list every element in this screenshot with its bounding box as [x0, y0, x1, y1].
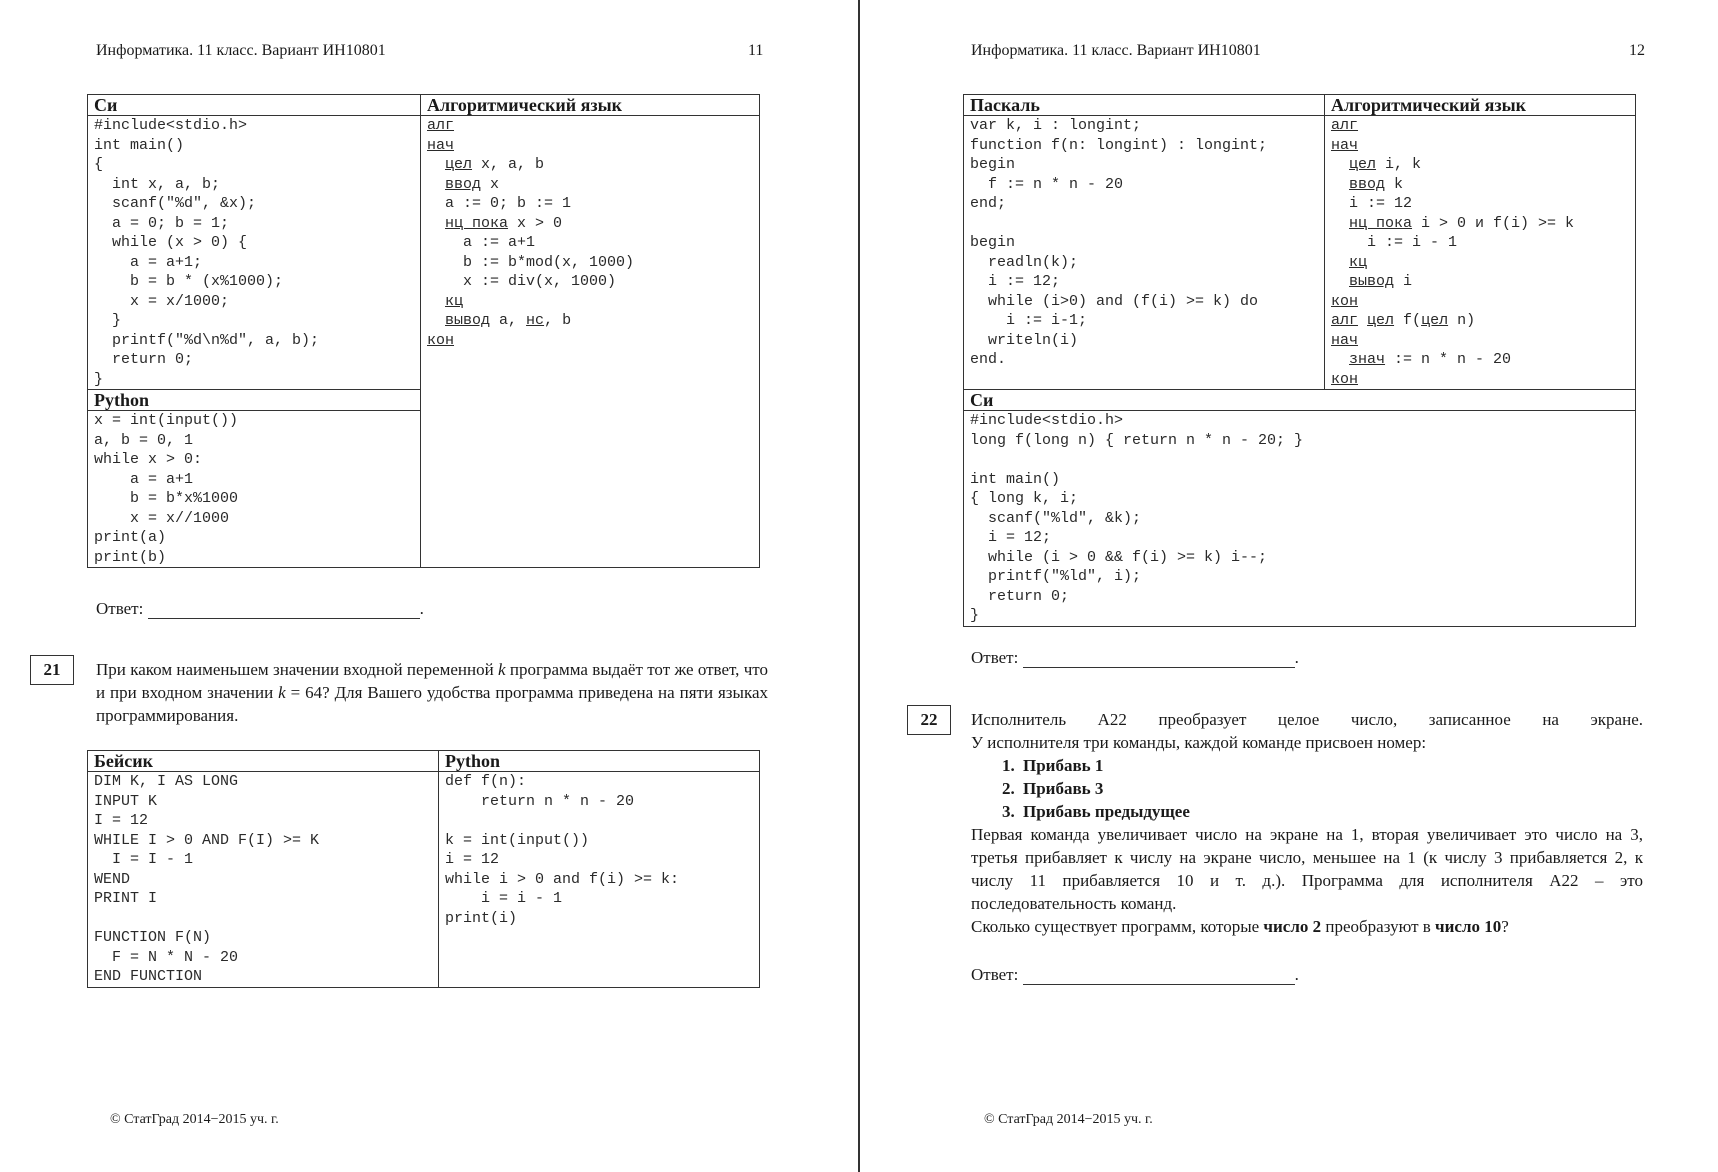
answer-line-21[interactable]: Ответ: . [971, 648, 1299, 667]
footer: © СтатГрад 2014−2015 уч. г. [984, 1112, 1153, 1127]
code-table-3 [963, 94, 1636, 627]
command-item: 2. Прибавь 3 [1019, 777, 1643, 800]
python-code: x = int(input()) a, b = 0, 1 while x > 0: a = a+1 b = b*x%1000 x = x//1000 print(a) print(b) [94, 412, 239, 566]
c-code-cell [964, 411, 1636, 627]
c-code: #include<stdio.h> long f(long n) { return n * n - 20; } int main() { long k, i; scanf("%ld", &k); i = 12; while (i > 0 && f(i) >= k) i--; printf("%ld", i); return 0; } [970, 412, 1304, 624]
basic-header: Бейсик [88, 751, 439, 772]
page-header: Информатика. 11 класс. Вариант ИН10801 [96, 42, 386, 59]
c-header: Си [88, 95, 421, 116]
c-code-cell [88, 116, 421, 390]
task-22-text: Исполнитель А22 преобразует целое число, записанное на экране. У исполнителя три команды, каждой команде присвоен номер: 1. Прибавь 1 2. Прибавь 3 3. Прибавь предыдущее Первая команда увеличивает число на экране на 1, вторая увеличивает это число на 3, третья прибавляет к числу на экране число, меньшее на 1 (к числу 3 прибавляется 2, к числу 11 прибавляется 10 и т. д.). Программа для исполнителя А22 – это последовательность команд. Сколько существует программ, которые число 2 преобразуют в число 10? [971, 708, 1643, 938]
answer-blank[interactable] [148, 601, 420, 619]
alg-code: алг нач цел x, a, b ввод x a := 0; b := 1 нц пока x > 0 a := a+1 b := b*mod(x, 1000) x := div(x, 1000) кц вывод a, нс, b кон [427, 117, 635, 349]
task-number-22: 22 [907, 705, 951, 735]
answer-line-22[interactable]: Ответ: . [971, 965, 1299, 984]
page-divider [858, 0, 860, 1172]
answer-blank[interactable] [1023, 650, 1295, 668]
alg-header: Алгоритмический язык [1325, 95, 1636, 116]
pascal-header: Паскаль [964, 95, 1325, 116]
answer-line-20[interactable]: Ответ: . [96, 599, 424, 618]
python-header: Python [88, 390, 421, 411]
command-item: 1. Прибавь 1 [1019, 754, 1643, 777]
right-page [862, 0, 1718, 1172]
pascal-code: var k, i : longint; function f(n: longint) : longint; begin f := n * n - 20 end; begin readln(k); i := 12; while (i>0) and (f(i) >= k) do i := i-1; writeln(i) end. [970, 117, 1268, 368]
alg-header: Алгоритмический язык [421, 95, 760, 116]
page-number: 12 [1629, 42, 1645, 59]
alg-code-cell [421, 116, 760, 568]
basic-code-cell [88, 772, 439, 988]
footer: © СтатГрад 2014−2015 уч. г. [110, 1112, 279, 1127]
code-table-1 [87, 94, 760, 568]
task-21-text: При каком наименьшем значении входной переменной k программа выдаёт тот же ответ, что и при входном значении k = 64? Для Вашего удобства программа приведена на пяти языках программирования. [96, 660, 768, 725]
answer-blank[interactable] [1023, 967, 1295, 985]
command-item: 3. Прибавь предыдущее [1019, 800, 1643, 823]
page-header: Информатика. 11 класс. Вариант ИН10801 [971, 42, 1261, 59]
left-page [0, 0, 858, 1172]
task-number-21: 21 [30, 655, 74, 685]
alg-code-cell [1325, 116, 1636, 390]
pascal-code-cell [964, 116, 1325, 390]
python-code-cell [88, 411, 421, 568]
command-list [971, 754, 1643, 823]
python-header-2: Python [439, 751, 760, 772]
c-code: #include<stdio.h> int main() { int x, a, b; scanf("%d", &x); a = 0; b = 1; while (x > 0) { a = a+1; b = b * (x%1000); x = x/1000; } printf("%d\n%d", a, b); return 0; } [94, 117, 320, 388]
code-table-2 [87, 750, 760, 988]
alg-code: алг нач цел i, k ввод k i := 12 нц пока i > 0 и f(i) >= k i := i - 1 кц вывод i кон алг цел f(цел n) нач знач := n * n - 20 кон [1331, 117, 1575, 388]
python-code-cell-2 [439, 772, 760, 988]
basic-code: DIM K, I AS LONG INPUT K I = 12 WHILE I > 0 AND F(I) >= K I = I - 1 WEND PRINT I FUNCTION F(N) F = N * N - 20 END FUNCTION [94, 773, 320, 985]
c-header: Си [964, 390, 1636, 411]
python-code-2: def f(n): return n * n - 20 k = int(input()) i = 12 while i > 0 and f(i) >= k: i = i - 1 print(i) [445, 773, 680, 927]
page-number: 11 [748, 42, 764, 59]
